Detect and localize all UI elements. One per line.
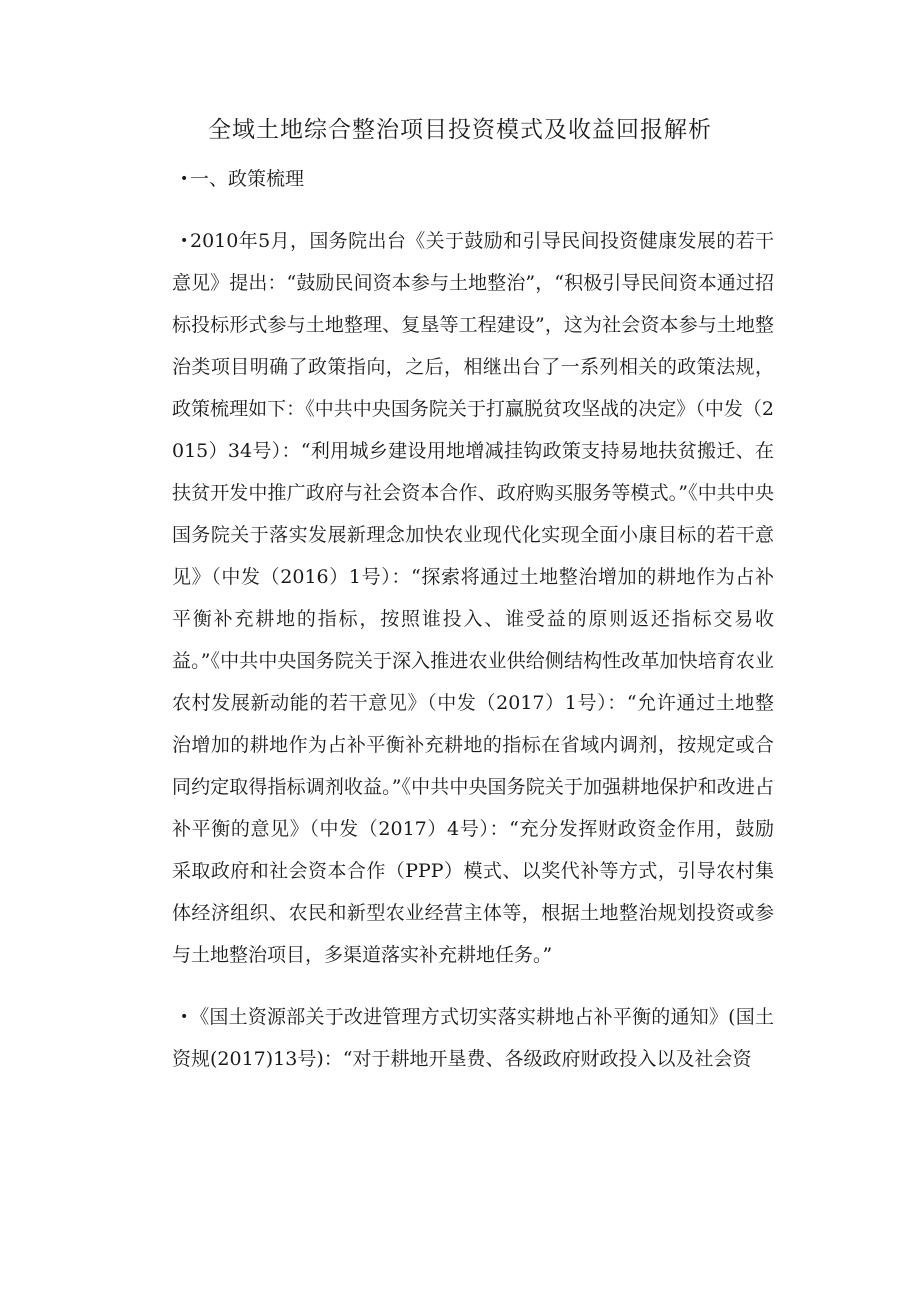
bullet-icon: •: [180, 1009, 189, 1025]
document-body: [172, 158, 774, 1100]
paragraph-text: 2010年5月，国务院出台《关于鼓励和引导民间投资健康发展的若干意见》提出：“鼓励民间资本参与土地整治”，“积极引导民间资本通过招标投标形式参与土地整理、复垦等工程建设”，这为社会资本参与土地整治类项目明确了政策指向，之后，相继出台了一系列相关的政策法规，政策梳理如下：《中共中央国务院关于打赢脱贫攻坚战的决定》（中发（2015）34号）：“利用城乡建设用地增减挂钩政策支持易地扶贫搬迁、在扶贫开发中推广政府与社会资本合作、政府购买服务等模式。”《中共中央国务院关于落实发展新理念加快农业现代化实现全面小康目标的若干意见》（中发（2016）1号）：“探索将通过土地整治增加的耕地作为占补平衡补充耕地的指标，按照谁投入、谁受益的原则返还指标交易收益。”《中共中央国务院关于深入推进农业供给侧结构性改革加快培育农业农村发展新动能的若干意见》（中发（2017）1号）：“允许通过土地整治增加的耕地作为占补平衡补充耕地的指标在省域内调剂，按规定或合同约定取得指标调剂收益。”《中共中央国务院关于加强耕地保护和改进占补平衡的意见》（中发（2017）4号）：“充分发挥财政资金作用，鼓励采取政府和社会资本合作（PPP）模式、以奖代补等方式，引导农村集体经济组织、农民和新型农业经营主体等，根据土地整治规划投资或参与土地整治项目，多渠道落实补充耕地任务。”: [172, 230, 774, 966]
document-title: 全域土地综合整治项目投资模式及收益回报解析: [208, 117, 712, 143]
paragraph-text: 《国土资源部关于改进管理方式切实落实耕地占补平衡的通知》(国土资规(2017)13号)：“对于耕地开垦费、各级政府财政投入以及社会资: [172, 1006, 774, 1070]
bullet-icon: •: [180, 233, 189, 249]
bullet-icon: •: [180, 171, 189, 187]
paragraph-policy-list: [172, 220, 774, 976]
paragraph-land-notice: [172, 996, 774, 1080]
paragraph-text: 一、政策梳理: [190, 168, 305, 190]
paragraph-heading-policy: [172, 158, 774, 200]
